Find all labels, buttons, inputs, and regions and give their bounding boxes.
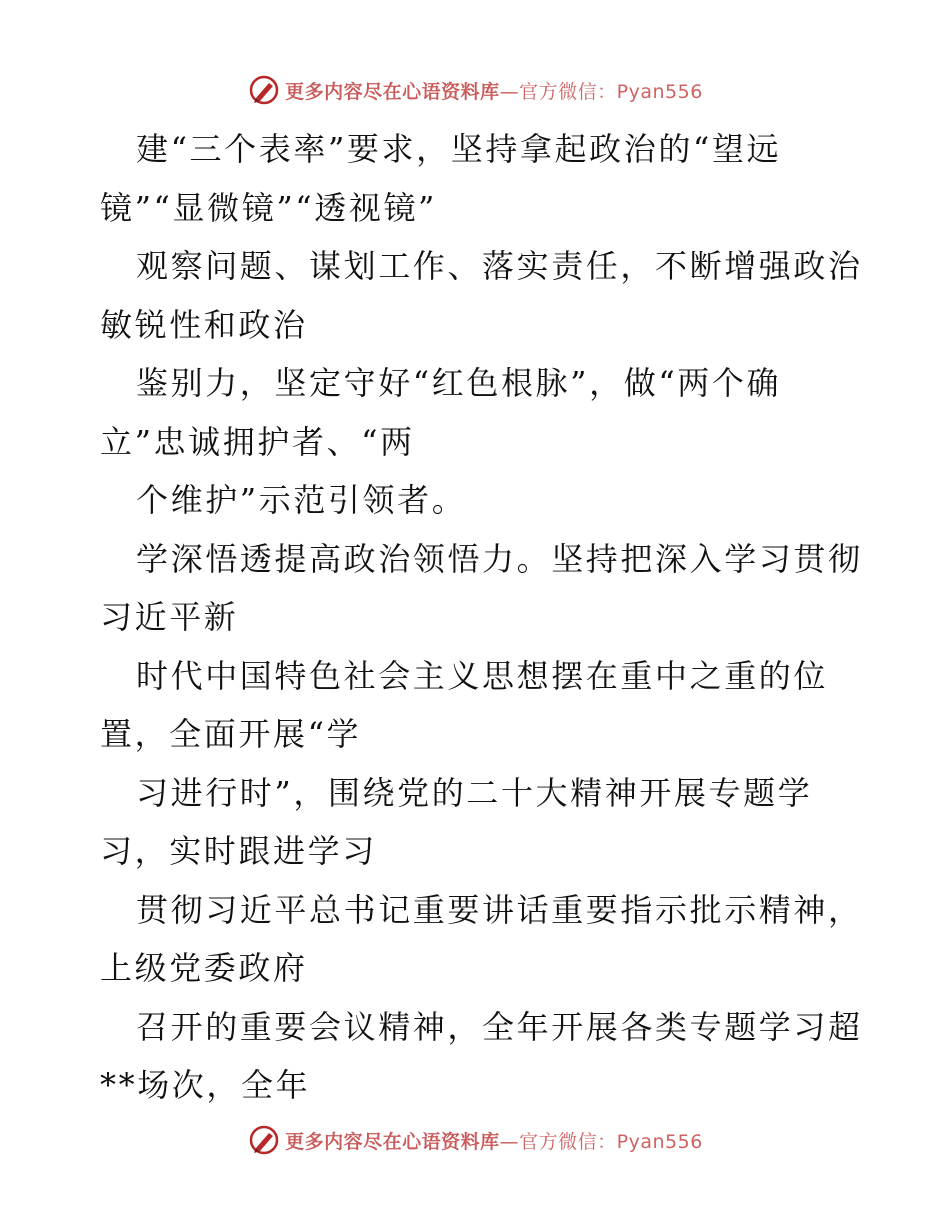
text-line: 习，实时跟进学习 [100,832,377,870]
pen-logo-icon [247,1123,281,1157]
text-line: 建“三个表率”要求，坚持拿起政治的“望远 [136,130,782,168]
text-line: 镜”“显微镜”“透视镜” [100,188,437,227]
text-line: 召开的重要会议精神，全年开展各类专题学习超 [136,1007,863,1046]
text-line: 鉴别力，坚定守好“红色根脉”，做“两个确 [136,364,782,402]
text-line: 置，全面开展“学 [100,715,362,753]
text-line: 立”忠诚拥护者、“两 [100,422,415,461]
text-line: 个维护”示范引领者。 [136,481,467,519]
text-line: 学深悟透提高政治领悟力。坚持把深入学习贯彻 [136,539,863,578]
footer-banner-text [285,1127,703,1154]
header-banner-text [285,77,703,104]
text-line: 习近平新 [100,598,239,636]
footer-banner-main: 更多内容尽在心语资料库 [285,1130,500,1153]
footer-banner [0,1120,950,1160]
text-line: 时代中国特色社会主义思想摆在重中之重的位 [136,656,829,695]
header-banner-wechat: 官方微信：Pyan556 [519,80,703,103]
pen-logo-icon [247,73,281,107]
header-banner-main: 更多内容尽在心语资料库 [285,80,500,103]
text-line: 敏锐性和政治 [100,305,308,344]
text-line: 习进行时”，围绕党的二十大精神开展专题学 [136,773,813,812]
header-banner-separator: — [499,80,520,103]
text-line: **场次，全年 [100,1066,311,1104]
document-body [100,120,863,1115]
header-banner [0,70,950,110]
footer-banner-separator: — [499,1130,520,1153]
text-line: 观察问题、谋划工作、落实责任，不断增强政治 [136,247,863,285]
text-line: 上级党委政府 [100,949,308,987]
text-line: 贯彻习近平总书记重要讲话重要指示批示精神， [136,890,863,929]
footer-banner-wechat: 官方微信：Pyan556 [519,1130,703,1153]
